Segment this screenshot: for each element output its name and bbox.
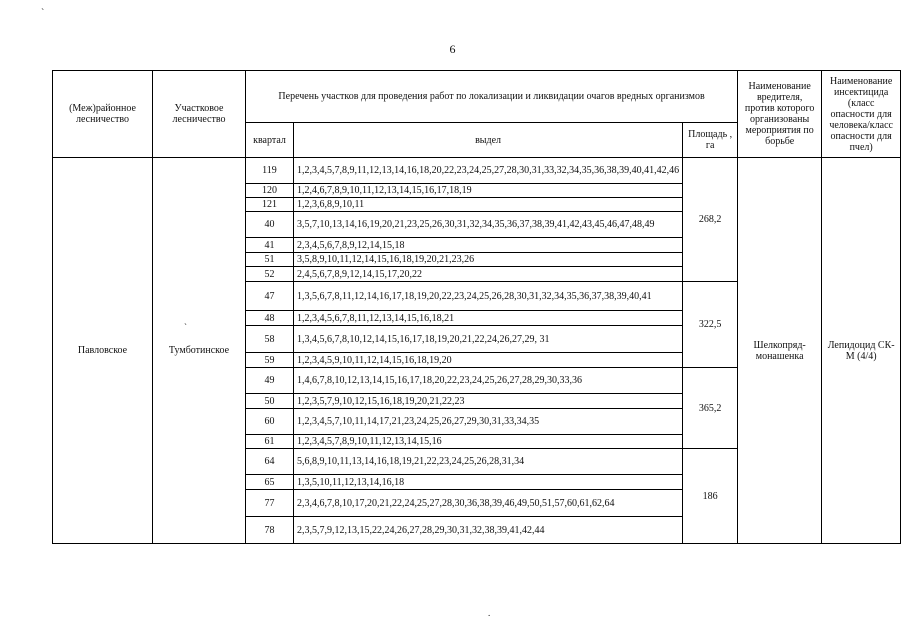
- list-title-header: Перечень участков для проведения работ по локализации и ликвидации очагов вредных организмов: [246, 71, 738, 123]
- quarter-cell: 64: [246, 449, 294, 475]
- quarter-cell: 52: [246, 267, 294, 282]
- area-cell: 186: [683, 449, 738, 544]
- quarter-cell: 65: [246, 475, 294, 490]
- insecticide-header: Наименование инсектицида (класс опасности для человека/класс опасности для пчел): [822, 71, 901, 158]
- plots-table: [52, 70, 901, 544]
- allotment-header: выдел: [294, 123, 683, 158]
- district-header: (Меж)районное лесничество: [53, 71, 153, 158]
- allotment-cell: 1,4,6,7,8,10,12,13,14,15,16,17,18,20,22,23,24,25,26,27,28,29,30,33,36: [294, 368, 683, 394]
- quarter-cell: 59: [246, 353, 294, 368]
- quarter-cell: 121: [246, 198, 294, 212]
- allotment-cell: 1,2,4,6,7,8,9,10,11,12,13,14,15,16,17,18,19: [294, 184, 683, 198]
- quarter-cell: 40: [246, 212, 294, 238]
- allotment-cell: 3,5,8,9,10,11,12,14,15,16,18,19,20,21,23,26: [294, 253, 683, 267]
- quarter-cell: 78: [246, 517, 294, 544]
- allotment-cell: 1,3,5,6,7,8,11,12,14,16,17,18,19,20,22,23,24,25,26,28,30,31,32,34,35,36,37,38,39,40,41: [294, 282, 683, 311]
- pest-cell: Шелкопряд-монашенка: [738, 158, 822, 544]
- allotment-cell: 2,3,5,7,9,12,13,15,22,24,26,27,28,29,30,31,32,38,39,41,42,44: [294, 517, 683, 544]
- pest-header: Наименование вредителя, против которого организованы мероприятия по борьбе: [738, 71, 822, 158]
- allotment-cell: 2,4,5,6,7,8,9,12,14,15,17,20,22: [294, 267, 683, 282]
- quarter-cell: 50: [246, 394, 294, 409]
- quarter-cell: 61: [246, 435, 294, 449]
- quarter-cell: 60: [246, 409, 294, 435]
- allotment-cell: 3,5,7,10,13,14,16,19,20,21,23,25,26,30,31,32,34,35,36,37,38,39,41,42,43,45,46,47,48,49: [294, 212, 683, 238]
- allotment-cell: 2,3,4,6,7,8,10,17,20,21,22,24,25,27,28,30,36,38,39,46,49,50,51,57,60,61,62,64: [294, 490, 683, 517]
- quarter-cell: 120: [246, 184, 294, 198]
- allotment-cell: 1,2,3,5,7,9,10,12,15,16,18,19,20,21,22,23: [294, 394, 683, 409]
- quarter-cell: 41: [246, 238, 294, 253]
- stray-dot: .: [488, 608, 491, 618]
- quarter-cell: 77: [246, 490, 294, 517]
- quarter-cell: 48: [246, 311, 294, 326]
- allotment-cell: 1,3,5,10,11,12,13,14,16,18: [294, 475, 683, 490]
- district-cell: Павловское: [53, 158, 153, 544]
- area-header: Площадь , га: [683, 123, 738, 158]
- table-row: [53, 158, 901, 184]
- area-cell: 365,2: [683, 368, 738, 449]
- allotment-cell: 1,2,3,4,5,6,7,8,11,12,13,14,15,16,18,21: [294, 311, 683, 326]
- allotment-cell: 1,2,3,4,5,7,10,11,14,17,21,23,24,25,26,27,29,30,31,33,34,35: [294, 409, 683, 435]
- allotment-cell: 5,6,8,9,10,11,13,14,16,18,19,21,22,23,24,25,26,28,31,34: [294, 449, 683, 475]
- header-row-1: [53, 71, 901, 123]
- quarter-cell: 119: [246, 158, 294, 184]
- stray-mark: `: [184, 322, 187, 332]
- allotment-cell: 1,2,3,4,5,7,8,9,11,12,13,14,16,18,20,22,23,24,25,27,28,30,31,33,32,34,35,36,38,39,40,41,42,46: [294, 158, 683, 184]
- allotment-cell: 1,2,3,6,8,9,10,11: [294, 198, 683, 212]
- allotment-cell: 1,2,3,4,5,7,8,9,10,11,12,13,14,15,16: [294, 435, 683, 449]
- sub-district-header: Участковое лесничество: [153, 71, 246, 158]
- insecticide-cell: Лепидоцид СК-М (4/4): [822, 158, 901, 544]
- allotment-cell: 1,3,4,5,6,7,8,10,12,14,15,16,17,18,19,20,21,22,24,26,27,29, 31: [294, 326, 683, 353]
- page-number: 6: [449, 42, 456, 56]
- quarter-cell: 49: [246, 368, 294, 394]
- quarter-cell: 58: [246, 326, 294, 353]
- area-cell: 268,2: [683, 158, 738, 282]
- allotment-cell: 2,3,4,5,6,7,8,9,12,14,15,18: [294, 238, 683, 253]
- quarter-header: квартал: [246, 123, 294, 158]
- allotment-cell: 1,2,3,4,5,9,10,11,12,14,15,16,18,19,20: [294, 353, 683, 368]
- sub-district-cell: Тумботинское: [153, 158, 246, 544]
- corner-mark: `: [41, 8, 45, 19]
- quarter-cell: 47: [246, 282, 294, 311]
- quarter-cell: 51: [246, 253, 294, 267]
- area-cell: 322,5: [683, 282, 738, 368]
